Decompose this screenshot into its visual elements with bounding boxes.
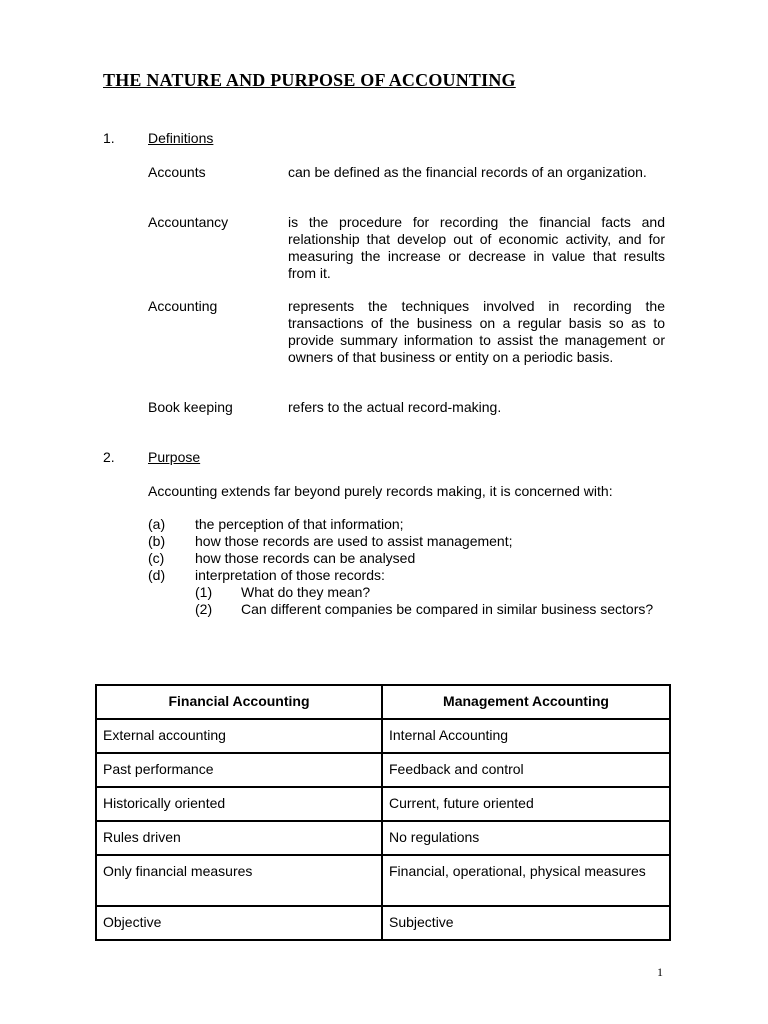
definition-text-accounts: can be defined as the financial records of an organization.	[288, 164, 647, 180]
purpose-intro: Accounting extends far beyond purely records making, it is concerned with:	[148, 483, 613, 499]
definition-term-accountancy: Accountancy	[148, 214, 229, 230]
list-item-text: the perception of that information;	[195, 516, 404, 532]
definition-term-accounting: Accounting	[148, 298, 218, 314]
sub-item-label: (2)	[195, 601, 213, 617]
table-row	[96, 753, 670, 787]
definition-term-book-keeping: Book keeping	[148, 399, 233, 415]
table-cell: Historically oriented	[96, 787, 382, 821]
sub-item-label: (1)	[195, 584, 213, 600]
comparison-table	[95, 684, 671, 941]
list-item-label: (c)	[148, 550, 165, 566]
page-number: 1	[657, 965, 663, 979]
list-item-text: how those records can be analysed	[195, 550, 416, 566]
table-cell: Past performance	[96, 753, 382, 787]
table-row	[96, 821, 670, 855]
column-header-financial: Financial Accounting	[96, 685, 382, 719]
table-row	[96, 719, 670, 753]
column-header-management: Management Accounting	[382, 685, 670, 719]
table-cell: Subjective	[382, 906, 670, 940]
table-cell: Internal Accounting	[382, 719, 670, 753]
list-item-label: (a)	[148, 516, 166, 532]
sub-item-text: What do they mean?	[241, 584, 371, 600]
sub-item-text: Can different companies be compared in similar business sectors?	[241, 601, 654, 617]
definition-term-accounts: Accounts	[148, 164, 206, 180]
table-cell: No regulations	[382, 821, 670, 855]
definition-text-book-keeping: refers to the actual record-making.	[288, 399, 502, 415]
list-item-label: (d)	[148, 567, 166, 583]
table-row	[96, 787, 670, 821]
table-row	[96, 855, 670, 906]
section-2-heading: Purpose	[148, 449, 201, 465]
definition-text-accounting: represents the techniques involved in recording the transactions of the business on a regular basis so as to provide summary information to assist the management or owners of that business or entity on a periodic basis.	[288, 298, 665, 365]
definition-text-accountancy: is the procedure for recording the financial facts and relationship that develop out of economic activity, and for measuring the increase or decrease in value that results from it.	[288, 214, 665, 281]
table-cell: External accounting	[96, 719, 382, 753]
table-header-row	[96, 685, 670, 719]
page-title: THE NATURE AND PURPOSE OF ACCOUNTING	[103, 70, 516, 90]
section-1-heading: Definitions	[148, 130, 214, 146]
table-cell: Financial, operational, physical measures	[382, 855, 670, 906]
table-cell: Rules driven	[96, 821, 382, 855]
list-item-text: interpretation of those records:	[195, 567, 385, 583]
list-item-label: (b)	[148, 533, 166, 549]
table-cell: Current, future oriented	[382, 787, 670, 821]
table-cell: Feedback and control	[382, 753, 670, 787]
table-cell: Objective	[96, 906, 382, 940]
list-item-text: how those records are used to assist management;	[195, 533, 513, 549]
section-1-number: 1.	[103, 130, 115, 146]
table-row	[96, 906, 670, 940]
section-2-number: 2.	[103, 449, 115, 465]
table-cell: Only financial measures	[96, 855, 382, 906]
